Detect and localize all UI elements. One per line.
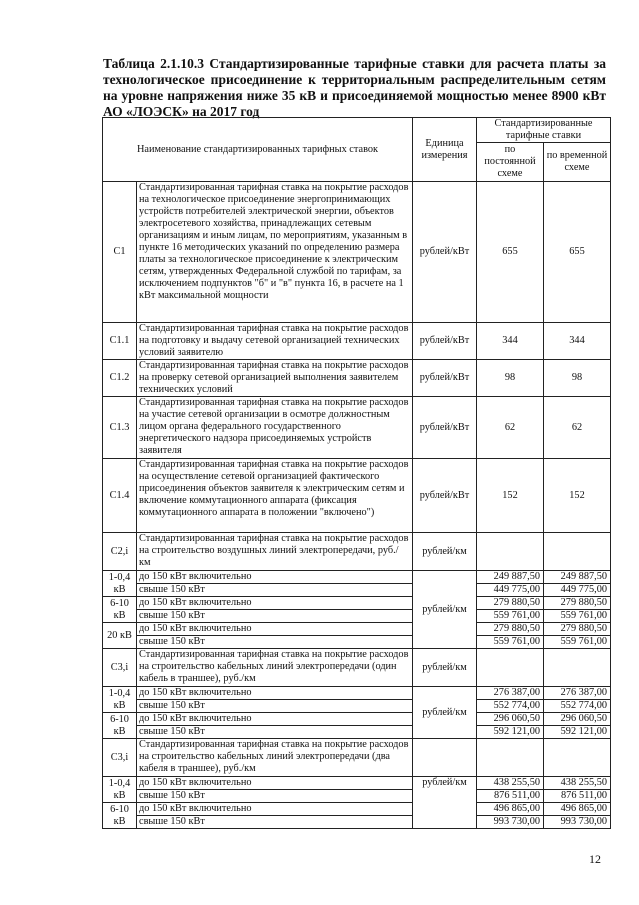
rate-unit: рублей/км xyxy=(413,687,477,739)
table-row xyxy=(103,726,611,739)
voltage-label: 20 кВ xyxy=(103,623,137,649)
table-row xyxy=(103,597,611,610)
rate-unit: рублей/км xyxy=(413,533,477,571)
rate-code: С1.1 xyxy=(103,323,137,360)
voltage-label: 1-0,4 кВ xyxy=(103,687,137,713)
table-row xyxy=(103,816,611,829)
power-label: до 150 кВт включительно xyxy=(137,777,413,790)
rate-description: Стандартизированная тарифная ставка на покрытие расходов на строительство воздушных линий электропередачи, руб./км xyxy=(137,533,413,571)
table-row xyxy=(103,610,611,623)
rate-description: Стандартизированная тарифная ставка на покрытие расходов на проверку сетевой организацией выполнения заявителем технических условий xyxy=(137,360,413,397)
table-row xyxy=(103,182,611,323)
rate-temporary: 449 775,00 xyxy=(544,584,611,597)
power-label: свыше 150 кВт xyxy=(137,700,413,713)
rate-permanent: 993 730,00 xyxy=(477,816,544,829)
page-number: 12 xyxy=(589,852,601,866)
rate-permanent: 276 387,00 xyxy=(477,687,544,700)
power-label: свыше 150 кВт xyxy=(137,636,413,649)
rate-permanent: 249 887,50 xyxy=(477,571,544,584)
rate-code: С3,i xyxy=(103,739,137,777)
rate-unit: рублей/кВт xyxy=(413,323,477,360)
rate-temporary: 296 060,50 xyxy=(544,713,611,726)
rate-description: Стандартизированная тарифная ставка на покрытие расходов на участие сетевой организации в осмотре должностным лицом органа федерального государственного энергетического надзора присоединяемых устройств заявителя xyxy=(137,397,413,459)
rate-description: Стандартизированная тарифная ставка на покрытие расходов на подготовку и выдачу сетевой организацией технических условий заявителю xyxy=(137,323,413,360)
header-temporary: по временной схеме xyxy=(544,143,611,182)
rate-permanent: 62 xyxy=(477,397,544,459)
rate-unit: рублей/кВт xyxy=(413,459,477,533)
rate-temporary: 152 xyxy=(544,459,611,533)
rate-permanent: 552 774,00 xyxy=(477,700,544,713)
header-unit: Единица измерения xyxy=(413,118,477,182)
rate-temporary: 62 xyxy=(544,397,611,459)
table-row xyxy=(103,700,611,713)
table-row xyxy=(103,803,611,816)
table-row xyxy=(103,397,611,459)
table-row xyxy=(103,739,611,777)
table-row xyxy=(103,323,611,360)
rate-temporary: 344 xyxy=(544,323,611,360)
rate-permanent: 592 121,00 xyxy=(477,726,544,739)
rate-code: С1.2 xyxy=(103,360,137,397)
rate-temporary: 249 887,50 xyxy=(544,571,611,584)
rate-unit: рублей/км xyxy=(413,571,477,649)
rate-description: Стандартизированная тарифная ставка на покрытие расходов на строительство кабельных линий электропередачи (два кабеля в траншее), руб./км xyxy=(137,739,413,777)
rate-permanent: 449 775,00 xyxy=(477,584,544,597)
tariff-table xyxy=(102,117,611,829)
rate-unit: рублей/кВт xyxy=(413,182,477,323)
header-rates: Стандартизированные тарифные ставки xyxy=(477,118,611,143)
rate-temporary: 552 774,00 xyxy=(544,700,611,713)
rate-temporary: 279 880,50 xyxy=(544,623,611,636)
rate-temporary: 559 761,00 xyxy=(544,636,611,649)
power-label: до 150 кВт включительно xyxy=(137,687,413,700)
rate-permanent: 279 880,50 xyxy=(477,597,544,610)
rate-temporary: 279 880,50 xyxy=(544,597,611,610)
rate-unit: рублей/км xyxy=(413,649,477,687)
rate-temporary: 592 121,00 xyxy=(544,726,611,739)
table-row xyxy=(103,777,611,790)
table-row xyxy=(103,533,611,571)
rate-temporary: 876 511,00 xyxy=(544,790,611,803)
table-row xyxy=(103,623,611,636)
power-label: свыше 150 кВт xyxy=(137,816,413,829)
voltage-label: 6-10 кВ xyxy=(103,597,137,623)
rate-unit: рублей/кВт xyxy=(413,397,477,459)
table-row xyxy=(103,636,611,649)
rate-description: Стандартизированная тарифная ставка на покрытие расходов на технологическое присоединение энергопринимающих устройств потребителей электрической энергии, объектов электросетевого хозяйства, принадлежащих сетевым организациям и иным лицам, по мероприятиям, указанным в пункте 16 методических указаний по определению размера платы за технологическое присоединение к электрическим сетям, утвержденных Федеральной службой по тарифам, за исключением подпунктов "б" и "в" пункта 16, в расчете на 1 кВт максимальной мощности xyxy=(137,182,413,323)
power-label: свыше 150 кВт xyxy=(137,610,413,623)
rate-temporary: 276 387,00 xyxy=(544,687,611,700)
table-row xyxy=(103,687,611,700)
page-title: Таблица 2.1.10.3 Стандартизированные тарифные ставки для расчета платы за технологическое присоединение к территориальным распределительным сетям на уровне напряжения ниже 35 кВ и присоединяемой мощностью менее 8900 кВт АО «ЛОЭСК» на 2017 год xyxy=(103,56,606,119)
rate-unit: рублей/км xyxy=(413,777,477,829)
rate-temporary: 98 xyxy=(544,360,611,397)
rate-code: С1.3 xyxy=(103,397,137,459)
voltage-label: 6-10 кВ xyxy=(103,713,137,739)
voltage-label: 6-10 кВ xyxy=(103,803,137,829)
power-label: до 150 кВт включительно xyxy=(137,623,413,636)
rate-permanent: 344 xyxy=(477,323,544,360)
rate-permanent: 152 xyxy=(477,459,544,533)
rate-code: С2,i xyxy=(103,533,137,571)
power-label: до 150 кВт включительно xyxy=(137,803,413,816)
header-permanent: по постоянной схеме xyxy=(477,143,544,182)
rate-permanent: 496 865,00 xyxy=(477,803,544,816)
power-label: до 150 кВт включительно xyxy=(137,713,413,726)
table-row xyxy=(103,649,611,687)
rate-permanent: 296 060,50 xyxy=(477,713,544,726)
rate-temporary: 496 865,00 xyxy=(544,803,611,816)
power-label: до 150 кВт включительно xyxy=(137,571,413,584)
rate-unit: рублей/кВт xyxy=(413,360,477,397)
rate-code: С3,i xyxy=(103,649,137,687)
table-row xyxy=(103,584,611,597)
power-label: до 150 кВт включительно xyxy=(137,597,413,610)
table-row xyxy=(103,713,611,726)
rate-description: Стандартизированная тарифная ставка на покрытие расходов на строительство кабельных линий электропередачи (один кабель в траншее), руб./км xyxy=(137,649,413,687)
rate-description: Стандартизированная тарифная ставка на покрытие расходов на осуществление сетевой организацией фактического присоединения объектов заявителя к электрическим сетям и включение коммутационного аппарата (фиксация коммутационного аппарата в положении "включено") xyxy=(137,459,413,533)
rate-permanent: 438 255,50 xyxy=(477,777,544,790)
voltage-label: 1-0,4 кВ xyxy=(103,777,137,803)
table-row xyxy=(103,571,611,584)
rate-permanent: 559 761,00 xyxy=(477,610,544,623)
voltage-label: 1-0,4 кВ xyxy=(103,571,137,597)
table-row xyxy=(103,790,611,803)
rate-code: С1.4 xyxy=(103,459,137,533)
rate-permanent: 655 xyxy=(477,182,544,323)
table-row xyxy=(103,459,611,533)
rate-temporary: 655 xyxy=(544,182,611,323)
rate-permanent: 98 xyxy=(477,360,544,397)
rate-permanent: 559 761,00 xyxy=(477,636,544,649)
power-label: свыше 150 кВт xyxy=(137,790,413,803)
rate-temporary: 993 730,00 xyxy=(544,816,611,829)
power-label: свыше 150 кВт xyxy=(137,726,413,739)
rate-permanent: 279 880,50 xyxy=(477,623,544,636)
power-label: свыше 150 кВт xyxy=(137,584,413,597)
rate-temporary: 438 255,50 xyxy=(544,777,611,790)
rate-temporary: 559 761,00 xyxy=(544,610,611,623)
header-name: Наименование стандартизированных тарифных ставок xyxy=(103,118,413,182)
rate-code: С1 xyxy=(103,182,137,323)
rate-permanent: 876 511,00 xyxy=(477,790,544,803)
table-row xyxy=(103,360,611,397)
